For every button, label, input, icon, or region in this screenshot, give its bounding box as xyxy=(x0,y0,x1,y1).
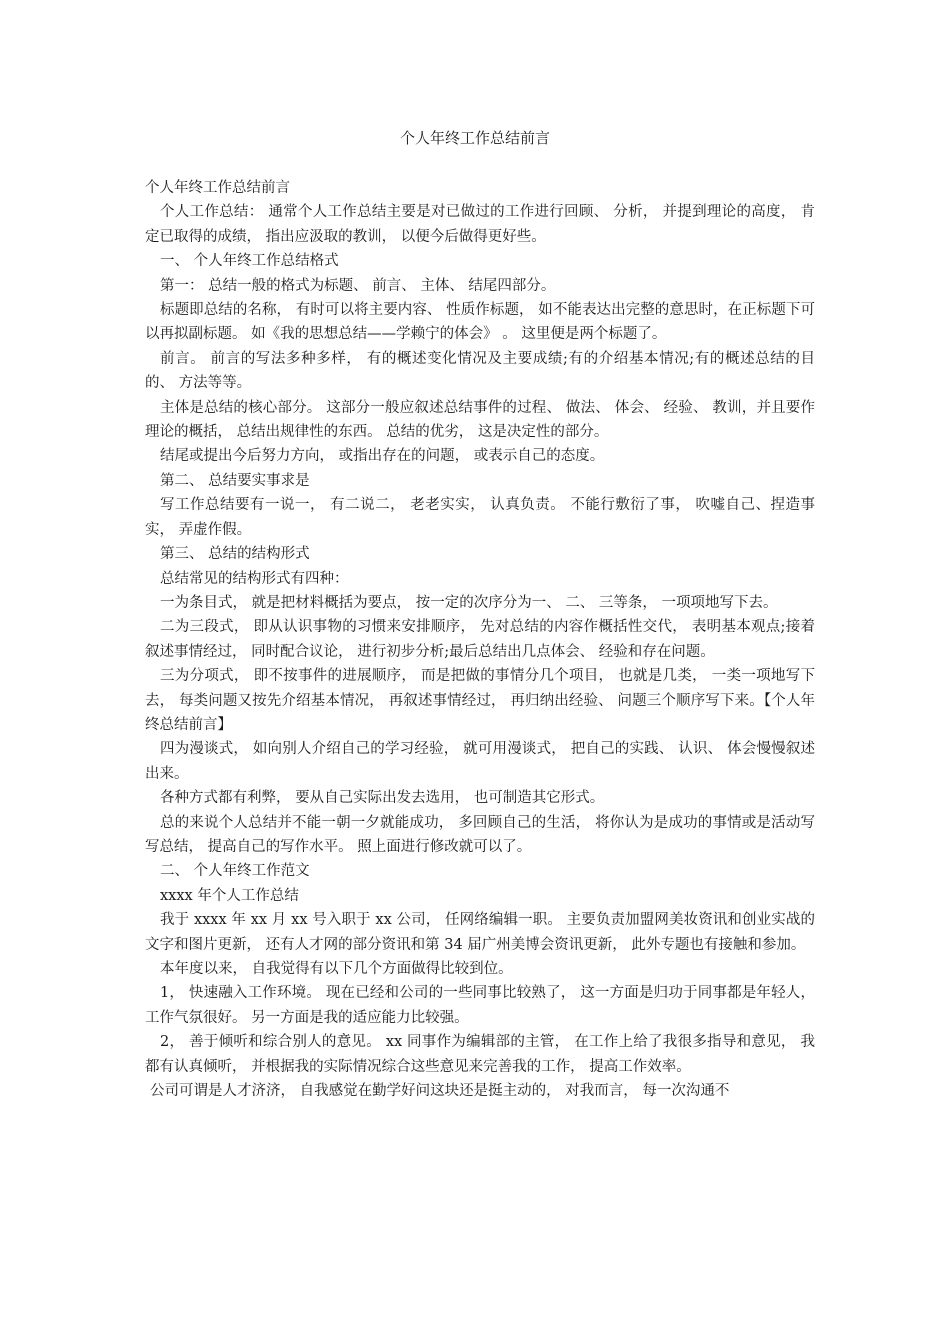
paragraph: 各种方式都有利弊， 要从自己实际出发去选用， 也可制造其它形式。 xyxy=(160,790,605,807)
paragraph: 个人工作总结： 通常个人工作总结主要是对已做过的工作进行回顾、 分析， 并提到理论的高度， 肯定已取得的成绩， 指出应汲取的教训， 以便今后做得更好些。 xyxy=(145,204,815,245)
document-body xyxy=(145,176,815,1103)
paragraph: 本年度以来， 自我觉得有以下几个方面做得比较到位。 xyxy=(160,961,513,977)
paragraph: 写工作总结要有一说一， 有二说二， 老老实实， 认真负责。 不能行敷衍了事， 吹嘘自己、捏造事实， 弄虚作假。 xyxy=(145,497,815,538)
paragraph: 公司可谓是人才济济， 自我感觉在勤学好问这块还是挺主动的， 对我而言， 每一次沟通不 xyxy=(150,1083,730,1100)
paragraph: 四为漫谈式， 如向别人介绍自己的学习经验， 就可用漫谈式， 把自己的实践、 认识、 体会慢慢叙述出来。 xyxy=(145,741,815,782)
paragraph: 总的来说个人总结并不能一朝一夕就能成功， 多回顾自己的生活， 将你认为是成功的事情或是活动写写总结， 提高自己的写作水平。 照上面进行修改就可以了。 xyxy=(145,814,815,855)
paragraph: 个人年终工作总结前言 xyxy=(145,180,290,196)
paragraph: 标题即总结的名称， 有时可以将主要内容、 性质作标题， 如不能表达出完整的意思时，在正标题下可以再拟副标题。 如《我的思想总结——学赖宁的体会》 。 这里便是两个标题了。 xyxy=(145,302,815,343)
paragraph: 主体是总结的核心部分。 这部分一般应叙述总结事件的过程、 做法、 体会、 经验、 教训，并且要作理论的概括， 总结出规律性的东西。 总结的优劣， 这是决定性的部分。 xyxy=(145,399,815,441)
page-title: 个人年终工作总结前言 xyxy=(399,129,550,147)
section-heading: 第三、 总结的结构形式 xyxy=(160,546,310,563)
paragraph: 二为三段式， 即从认识事物的习惯来安排顺序， 先对总结的内容作概括性交代， 表明基本观点;接着叙述事情经过， 同时配合议论， 进行初步分析;最后总结出几点体会、 经验和存在问题。 xyxy=(145,619,815,660)
section-heading: 二、 个人年终工作范文 xyxy=(160,863,310,880)
paragraph: 前言。 前言的写法多种多样， 有的概述变化情况及主要成绩;有的介绍基本情况;有的概述总结的目的、 方法等等。 xyxy=(145,350,815,392)
paragraph: 2， 善于倾听和综合别人的意见。 xx 同事作为编辑部的主管， 在工作上给了我很多指导和意见， 我都有认真倾听， 并根据我的实际情况综合这些意见来完善我的工作， 提高工作效率。 xyxy=(145,1034,815,1075)
section-heading: 一、 个人年终工作总结格式 xyxy=(160,253,339,270)
section-heading: 第二、 总结要实事求是 xyxy=(160,472,310,489)
paragraph: 总结常见的结构形式有四种： xyxy=(160,570,349,587)
paragraph: 第一： 总结一般的格式为标题、 前言、 主体、 结尾四部分。 xyxy=(160,277,556,294)
paragraph: 结尾或提出今后努力方向， 或指出存在的问题， 或表示自己的态度。 xyxy=(160,448,605,465)
paragraph: 1， 快速融入工作环境。 现在已经和公司的一些同事比较熟了， 这一方面是归功于同事都是年轻人， 工作气氛很好。 另一方面是我的适应能力比较强。 xyxy=(145,985,815,1026)
paragraph: 一为条目式， 就是把材料概括为要点， 按一定的次序分为一、 二、 三等条， 一项项地写下去。 xyxy=(160,594,778,611)
paragraph: 三为分项式， 即不按事件的进展顺序， 而是把做的事情分几个项目， 也就是几类， 一类一项地写下去， 每类问题又按先介绍基本情况， 再叙述事情经过， 再归纳出经验、 问题三个顺序写下来。【个人年终总结前言】 xyxy=(145,668,815,733)
subsection-heading: xxxx 年个人工作总结 xyxy=(160,887,299,904)
paragraph: 我于 xxxx 年 xx 月 xx 号入职于 xx 公司， 任网络编辑一职。 主要负责加盟网美妆资讯和创业实战的文字和图片更新， 还有人才网的部分资讯和第 34 届广州美博会资讯更新， 此外专题也有接触和参加。 xyxy=(145,912,815,953)
